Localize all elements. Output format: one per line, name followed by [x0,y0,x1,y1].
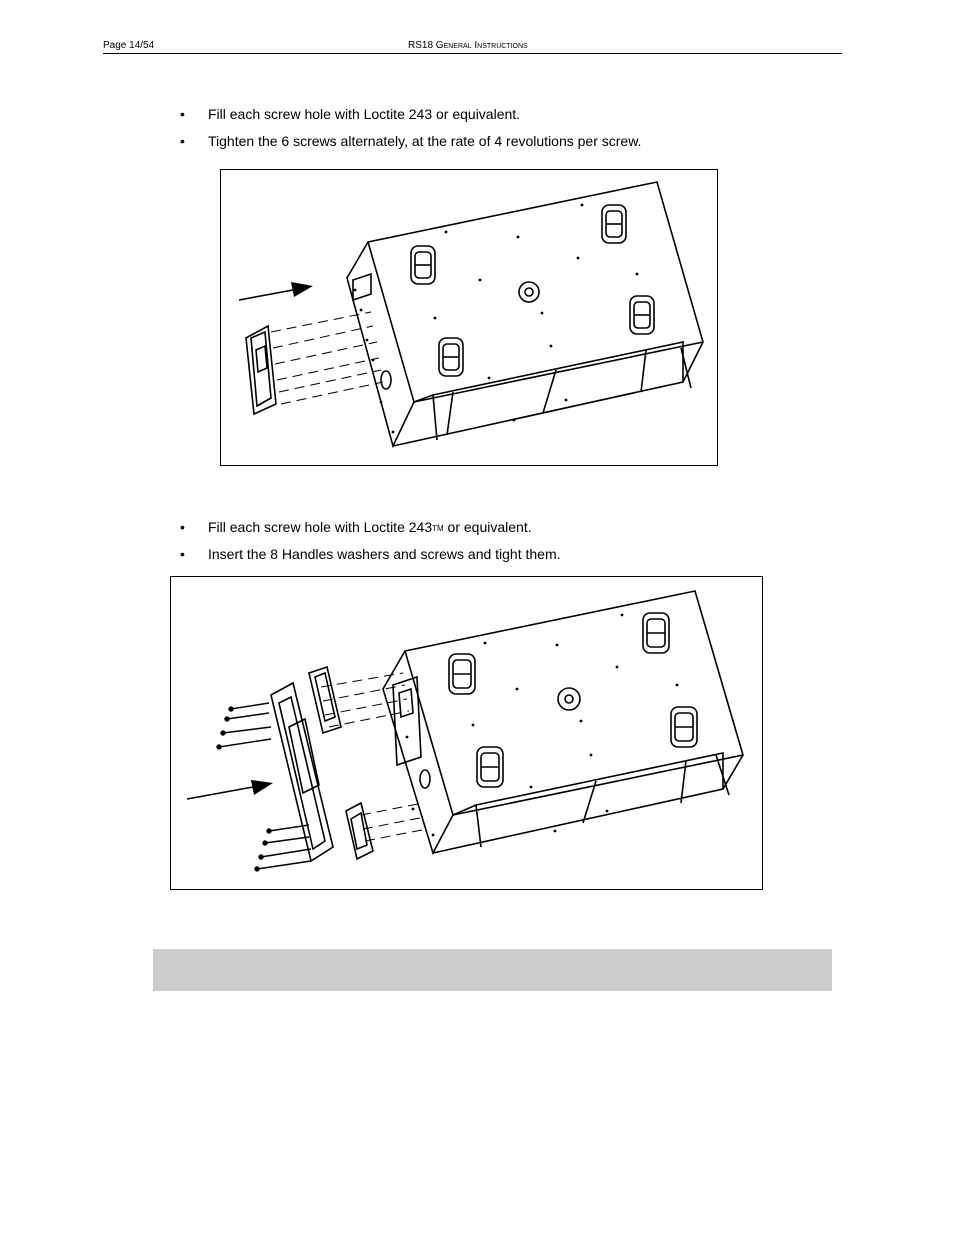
cabinet-handles-drawing [171,577,762,889]
bullet-text-suffix: or equivalent. [443,519,532,535]
page-header [103,40,842,54]
document-title: RS18 General Instructions [408,40,528,51]
bullet-list-2 [180,519,561,573]
figure-handle-assembly [170,576,763,890]
bullet-item: • Tighten the 6 screws alternately, at the rate of 4 revolutions per screw. [180,133,641,160]
cabinet-plate-drawing [221,170,717,465]
bullet-item: • Insert the 8 Handles washers and screws and tight them. [180,546,561,573]
bullet-list-1 [180,106,641,160]
bullet-text: Fill each screw hole with Loctite 243 [208,519,433,535]
section-header-bar [153,949,832,991]
trademark-mark: TM [432,524,444,533]
bullet-item: • Fill each screw hole with Loctite 243 or equivalent. [180,106,641,133]
page-number: Page 14/54 [103,40,155,51]
bullet-item [180,519,561,546]
figure-plate-assembly [220,169,718,466]
